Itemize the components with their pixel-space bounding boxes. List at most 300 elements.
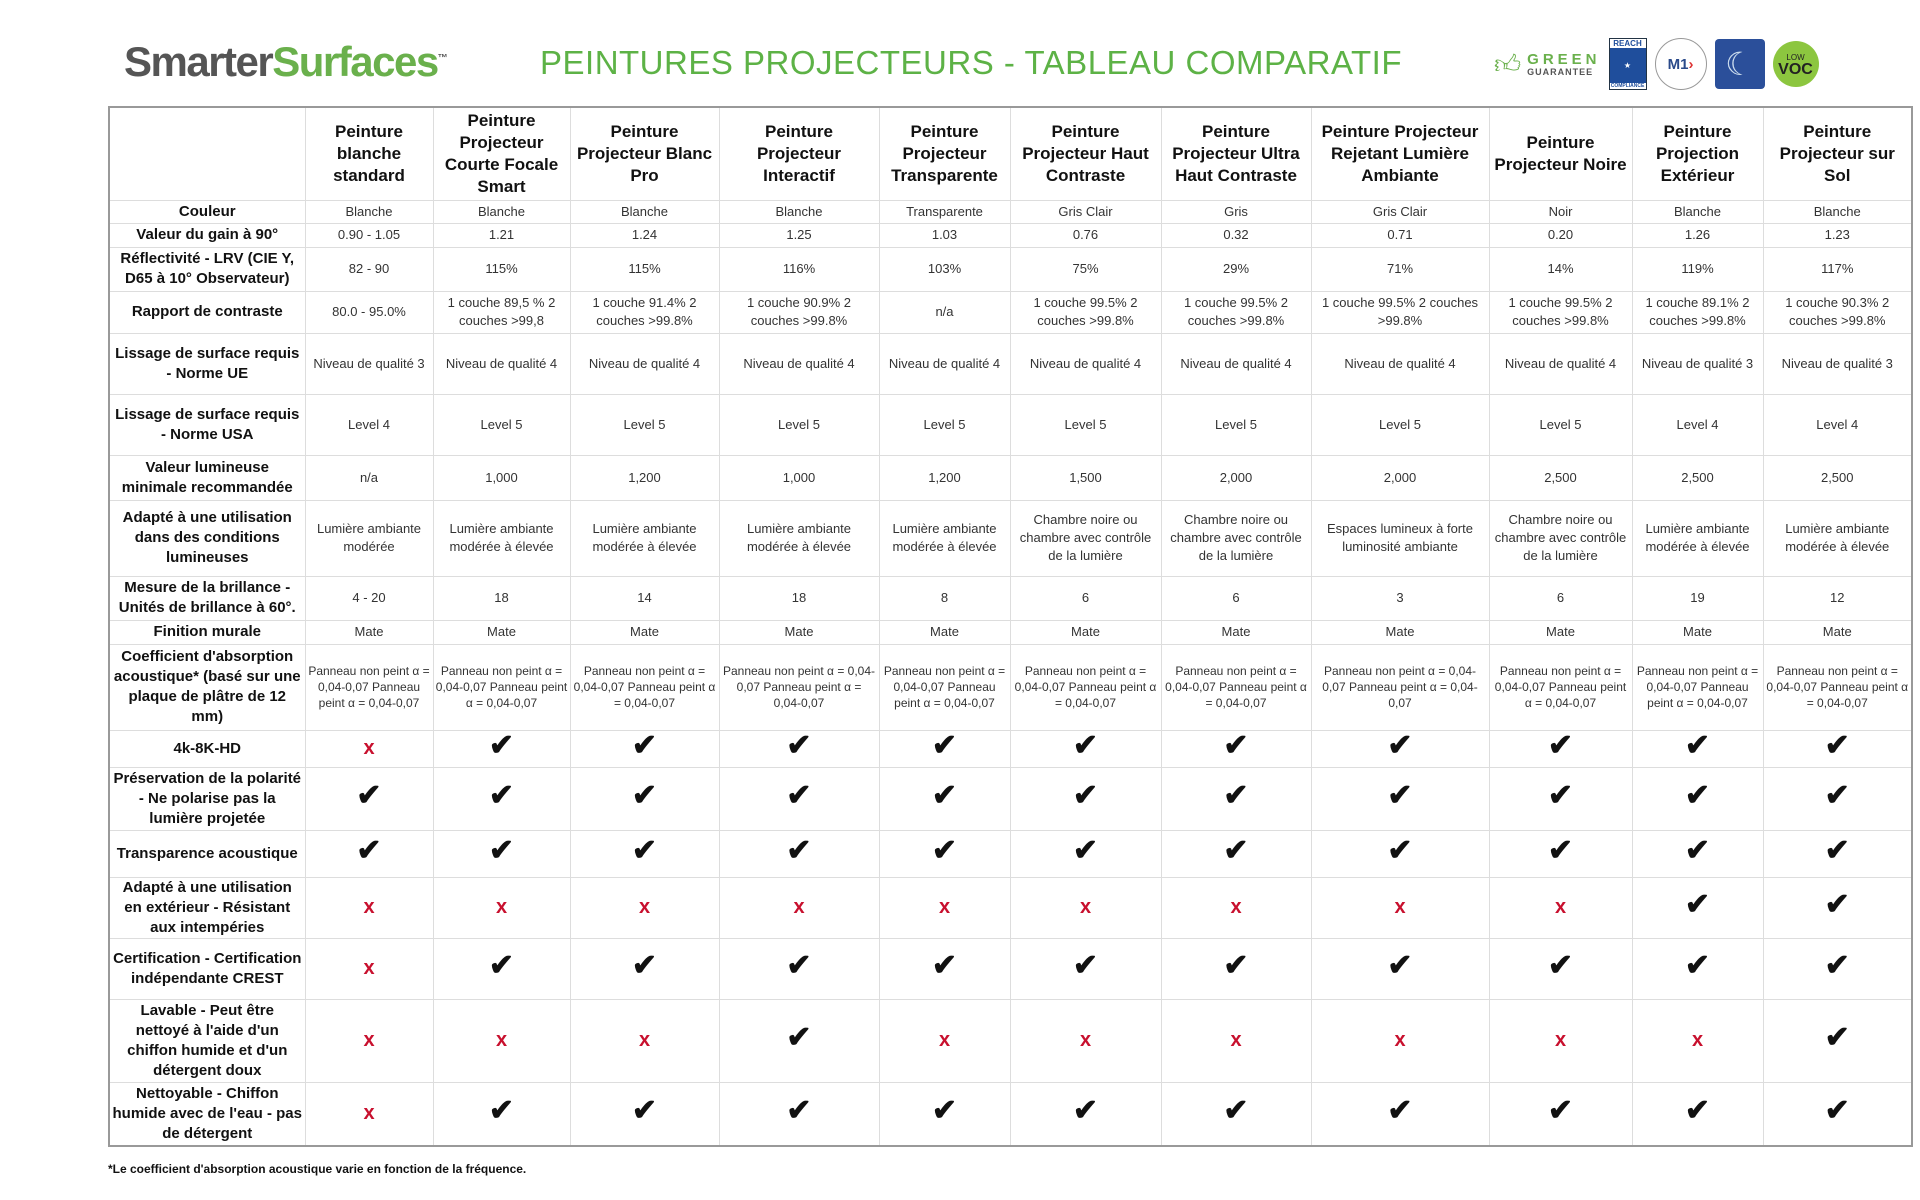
- table-cell: Niveau de qualité 4: [1489, 333, 1632, 394]
- table-row: [109, 730, 1912, 767]
- table-cell: 0.71: [1311, 223, 1489, 247]
- table-cell: [1763, 999, 1912, 1082]
- check-icon: ✔: [1684, 1094, 1711, 1128]
- table-row: [109, 877, 1912, 938]
- table-cell: 18: [719, 576, 879, 620]
- table-cell: 75%: [1010, 247, 1161, 291]
- table-cell: n/a: [879, 291, 1010, 333]
- column-header: Peinture Projecteur Haut Contraste: [1010, 107, 1161, 200]
- table-cell: 1 couche 90.3% 2 couches >99.8%: [1763, 291, 1912, 333]
- table-cell: 18: [433, 576, 570, 620]
- table-cell: Espaces lumineux à forte luminosité ambiante: [1311, 500, 1489, 576]
- table-cell: Mate: [1489, 620, 1632, 644]
- table-cell: Niveau de qualité 4: [433, 333, 570, 394]
- table-cell: [1763, 830, 1912, 877]
- check-icon: ✔: [931, 949, 958, 982]
- table-cell: Level 4: [1763, 394, 1912, 455]
- table-cell: [879, 877, 1010, 938]
- check-icon: ✔: [786, 949, 812, 982]
- table-cell: [1632, 877, 1763, 938]
- check-icon: ✔: [1824, 888, 1850, 921]
- table-cell: 1 couche 89,5 % 2 couches >99,8: [433, 291, 570, 333]
- green-guarantee-badge: 👍︎ GREEN GUARANTEE: [1494, 48, 1601, 79]
- table-cell: [879, 767, 1010, 830]
- table-cell: [1010, 830, 1161, 877]
- table-cell: [570, 999, 719, 1082]
- row-label: 4k-8K-HD: [109, 730, 305, 767]
- table-cell: 2,500: [1763, 455, 1912, 500]
- table-cell: 71%: [1311, 247, 1489, 291]
- check-icon: ✔: [1684, 834, 1711, 867]
- comparison-table: [108, 106, 1913, 1147]
- table-cell: [433, 830, 570, 877]
- table-cell: [305, 1082, 433, 1146]
- table-cell: [305, 938, 433, 999]
- check-icon: ✔: [1547, 779, 1574, 812]
- table-cell: [1161, 830, 1311, 877]
- table-cell: [879, 830, 1010, 877]
- check-icon: ✔: [356, 834, 382, 867]
- check-icon: ✔: [1684, 779, 1711, 812]
- table-cell: [1489, 877, 1632, 938]
- table-cell: Level 4: [305, 394, 433, 455]
- table-cell: [305, 767, 433, 830]
- check-icon: ✔: [931, 1094, 958, 1128]
- table-cell: [1489, 730, 1632, 767]
- table-cell: [719, 730, 879, 767]
- check-icon: ✔: [488, 834, 515, 867]
- table-cell: [1010, 767, 1161, 830]
- check-icon: ✔: [931, 729, 958, 762]
- table-cell: [1311, 730, 1489, 767]
- column-header: Peinture Projection Extérieur: [1632, 107, 1763, 200]
- table-cell: [1489, 1082, 1632, 1146]
- table-cell: Blanche: [433, 200, 570, 223]
- row-label: Mesure de la brillance - Unités de brillance à 60°.: [109, 576, 305, 620]
- column-header: Peinture Projecteur Blanc Pro: [570, 107, 719, 200]
- table-cell: Panneau non peint α = 0,04-0,07 Panneau peint α = 0,04-0,07: [570, 644, 719, 730]
- table-cell: [719, 938, 879, 999]
- table-cell: 2,500: [1632, 455, 1763, 500]
- reach-compliance-badge: REACH ★ COMPLIANCE: [1609, 38, 1647, 90]
- table-cell: 4 - 20: [305, 576, 433, 620]
- row-label: Couleur: [109, 200, 305, 223]
- table-cell: [1763, 877, 1912, 938]
- check-icon: ✔: [1547, 729, 1574, 762]
- check-icon: ✔: [1387, 834, 1413, 867]
- table-cell: [879, 938, 1010, 999]
- table-cell: Lumière ambiante modérée à élevée: [1763, 500, 1912, 576]
- check-icon: ✔: [786, 729, 812, 762]
- column-header: Peinture Projecteur Courte Focale Smart: [433, 107, 570, 200]
- table-row: [109, 223, 1912, 247]
- table-cell: 2,500: [1489, 455, 1632, 500]
- table-cell: [1010, 730, 1161, 767]
- table-cell: [570, 1082, 719, 1146]
- check-icon: ✔: [1387, 779, 1413, 812]
- table-cell: [719, 767, 879, 830]
- table-cell: [1632, 999, 1763, 1082]
- table-cell: [570, 767, 719, 830]
- check-icon: ✔: [1547, 1094, 1574, 1128]
- table-cell: [1763, 1082, 1912, 1146]
- cross-icon: x: [1079, 1028, 1092, 1051]
- row-label: Lissage de surface requis - Norme USA: [109, 394, 305, 455]
- table-row: [109, 830, 1912, 877]
- table-cell: 0.76: [1010, 223, 1161, 247]
- table-cell: [1632, 938, 1763, 999]
- table-cell: Mate: [719, 620, 879, 644]
- table-cell: Level 5: [570, 394, 719, 455]
- table-row: [109, 938, 1912, 999]
- table-cell: [879, 1082, 1010, 1146]
- table-cell: 1 couche 99.5% 2 couches >99.8%: [1161, 291, 1311, 333]
- check-icon: ✔: [931, 779, 958, 812]
- table-cell: 117%: [1763, 247, 1912, 291]
- table-cell: Noir: [1489, 200, 1632, 223]
- table-cell: 1,000: [433, 455, 570, 500]
- table-cell: [1489, 999, 1632, 1082]
- check-icon: ✔: [1223, 1094, 1249, 1128]
- table-cell: Mate: [1763, 620, 1912, 644]
- row-label: Finition murale: [109, 620, 305, 644]
- check-icon: ✔: [1387, 729, 1413, 762]
- row-label: Certification - Certification indépendante CREST: [109, 938, 305, 999]
- table-row: [109, 576, 1912, 620]
- table-cell: Lumière ambiante modérée à élevée: [879, 500, 1010, 576]
- table-cell: 29%: [1161, 247, 1311, 291]
- table-row: [109, 455, 1912, 500]
- table-cell: [879, 999, 1010, 1082]
- table-cell: Panneau non peint α = 0,04-0,07 Panneau peint α = 0,04-0,07: [1489, 644, 1632, 730]
- cross-icon: x: [938, 1028, 951, 1051]
- row-label: Coefficient d'absorption acoustique* (basé sur une plaque de plâtre de 12 mm): [109, 644, 305, 730]
- table-cell: Chambre noire ou chambre avec contrôle de la lumière: [1489, 500, 1632, 576]
- table-row: [109, 644, 1912, 730]
- table-row: [109, 500, 1912, 576]
- table-cell: Panneau non peint α = 0,04-0,07 Panneau peint α = 0,04-0,07: [305, 644, 433, 730]
- table-cell: [433, 730, 570, 767]
- check-icon: ✔: [488, 779, 515, 812]
- table-cell: 6: [1161, 576, 1311, 620]
- table-cell: Lumière ambiante modérée: [305, 500, 433, 576]
- table-cell: [1763, 730, 1912, 767]
- column-header: Peinture Projecteur Transparente: [879, 107, 1010, 200]
- table-cell: 6: [1010, 576, 1161, 620]
- table-row: [109, 767, 1912, 830]
- table-cell: Level 4: [1632, 394, 1763, 455]
- table-cell: Niveau de qualité 3: [1632, 333, 1763, 394]
- table-cell: [433, 877, 570, 938]
- cross-icon: x: [363, 895, 375, 918]
- check-icon: ✔: [1223, 729, 1249, 762]
- check-icon: ✔: [1387, 1094, 1413, 1128]
- table-row: [109, 1082, 1912, 1146]
- table-cell: 8: [879, 576, 1010, 620]
- table-cell: Level 5: [1311, 394, 1489, 455]
- row-label: Rapport de contraste: [109, 291, 305, 333]
- table-cell: [1489, 830, 1632, 877]
- table-cell: Blanche: [570, 200, 719, 223]
- cross-icon: x: [1394, 1028, 1406, 1051]
- table-cell: [1311, 767, 1489, 830]
- check-icon: ✔: [1824, 949, 1850, 982]
- check-icon: ✔: [631, 729, 658, 762]
- table-cell: Level 5: [1161, 394, 1311, 455]
- table-cell: Gris: [1161, 200, 1311, 223]
- check-icon: ✔: [488, 949, 515, 982]
- cross-icon: x: [793, 895, 805, 918]
- table-cell: 116%: [719, 247, 879, 291]
- table-cell: [1489, 938, 1632, 999]
- table-cell: Niveau de qualité 3: [305, 333, 433, 394]
- table-cell: Lumière ambiante modérée à élevée: [1632, 500, 1763, 576]
- table-cell: 3: [1311, 576, 1489, 620]
- row-label: Valeur lumineuse minimale recommandée: [109, 455, 305, 500]
- table-cell: 1 couche 99.5% 2 couches >99.8%: [1489, 291, 1632, 333]
- table-cell: 1 couche 91.4% 2 couches >99.8%: [570, 291, 719, 333]
- column-header: Peinture blanche standard: [305, 107, 433, 200]
- cross-icon: x: [638, 895, 651, 918]
- table-cell: [433, 1082, 570, 1146]
- cross-icon: x: [363, 956, 375, 979]
- check-icon: ✔: [1072, 779, 1099, 812]
- crest-badge: [1715, 39, 1765, 89]
- table-cell: Mate: [879, 620, 1010, 644]
- check-icon: ✔: [488, 729, 515, 762]
- row-label: Adapté à une utilisation en extérieur - Résistant aux intempéries: [109, 877, 305, 938]
- table-cell: Panneau non peint α = 0,04-0,07 Panneau peint α = 0,04-0,07: [719, 644, 879, 730]
- table-cell: 115%: [570, 247, 719, 291]
- table-cell: n/a: [305, 455, 433, 500]
- table-cell: 82 - 90: [305, 247, 433, 291]
- row-label: Nettoyable - Chiffon humide avec de l'eau - pas de détergent: [109, 1082, 305, 1146]
- table-cell: [305, 830, 433, 877]
- table-cell: 0.20: [1489, 223, 1632, 247]
- table-row: [109, 291, 1912, 333]
- cross-icon: x: [1554, 1028, 1567, 1051]
- table-cell: [1311, 999, 1489, 1082]
- table-cell: [1010, 877, 1161, 938]
- table-cell: 19: [1632, 576, 1763, 620]
- corner-cell: [109, 107, 305, 200]
- table-cell: 12: [1763, 576, 1912, 620]
- table-cell: 14%: [1489, 247, 1632, 291]
- table-row: [109, 394, 1912, 455]
- table-cell: 1,200: [879, 455, 1010, 500]
- cross-icon: x: [1394, 895, 1406, 918]
- table-cell: [1311, 830, 1489, 877]
- table-cell: Niveau de qualité 4: [1311, 333, 1489, 394]
- table-cell: [305, 999, 433, 1082]
- table-cell: 80.0 - 95.0%: [305, 291, 433, 333]
- table-cell: Niveau de qualité 4: [570, 333, 719, 394]
- table-cell: Gris Clair: [1010, 200, 1161, 223]
- table-cell: [1632, 1082, 1763, 1146]
- check-icon: ✔: [786, 779, 812, 812]
- check-icon: ✔: [1547, 834, 1574, 867]
- cross-icon: x: [938, 895, 951, 918]
- table-cell: Mate: [1161, 620, 1311, 644]
- table-cell: Blanche: [305, 200, 433, 223]
- table-cell: [719, 999, 879, 1082]
- table-cell: [719, 877, 879, 938]
- table-cell: Panneau non peint α = 0,04-0,07 Panneau peint α = 0,04-0,07: [433, 644, 570, 730]
- check-icon: ✔: [631, 779, 658, 812]
- row-label: Adapté à une utilisation dans des conditions lumineuses: [109, 500, 305, 576]
- table-row: [109, 247, 1912, 291]
- table-cell: [570, 830, 719, 877]
- check-icon: ✔: [631, 949, 658, 982]
- table-cell: Niveau de qualité 3: [1763, 333, 1912, 394]
- check-icon: ✔: [786, 834, 812, 867]
- footnote: *Le coefficient d'absorption acoustique varie en fonction de la fréquence.: [108, 1162, 527, 1176]
- table-cell: Mate: [433, 620, 570, 644]
- table-cell: [1161, 938, 1311, 999]
- table-cell: Transparente: [879, 200, 1010, 223]
- table-cell: 1.24: [570, 223, 719, 247]
- cross-icon: x: [363, 1101, 375, 1124]
- table-cell: Panneau non peint α = 0,04-0,07 Panneau peint α = 0,04-0,07: [1311, 644, 1489, 730]
- table-cell: 1 couche 90.9% 2 couches >99.8%: [719, 291, 879, 333]
- cross-icon: x: [495, 895, 508, 918]
- table-cell: Level 5: [719, 394, 879, 455]
- check-icon: ✔: [1824, 779, 1850, 812]
- row-label: Réflectivité - LRV (CIE Y, D65 à 10° Observateur): [109, 247, 305, 291]
- table-cell: [305, 730, 433, 767]
- table-cell: [719, 1082, 879, 1146]
- table-cell: 1.26: [1632, 223, 1763, 247]
- table-cell: Mate: [305, 620, 433, 644]
- table-cell: [1763, 767, 1912, 830]
- check-icon: ✔: [1547, 949, 1574, 982]
- table-cell: 1,200: [570, 455, 719, 500]
- check-icon: ✔: [1223, 779, 1249, 812]
- check-icon: ✔: [1824, 1021, 1850, 1054]
- check-icon: ✔: [356, 779, 382, 812]
- table-cell: Panneau non peint α = 0,04-0,07 Panneau peint α = 0,04-0,07: [1161, 644, 1311, 730]
- check-icon: ✔: [1072, 1094, 1099, 1128]
- table-cell: Panneau non peint α = 0,04-0,07 Panneau peint α = 0,04-0,07: [1010, 644, 1161, 730]
- smartersurfaces-logo: SmarterSurfaces™: [124, 38, 447, 85]
- row-label: Transparence acoustique: [109, 830, 305, 877]
- check-icon: ✔: [1824, 729, 1850, 762]
- table-cell: 1.23: [1763, 223, 1912, 247]
- row-label: Préservation de la polarité - Ne polarise pas la lumière projetée: [109, 767, 305, 830]
- table-cell: 6: [1489, 576, 1632, 620]
- check-icon: ✔: [1223, 834, 1249, 867]
- table-cell: [719, 830, 879, 877]
- thumbs-up-icon: 👍︎: [1494, 48, 1522, 79]
- table-cell: Mate: [1311, 620, 1489, 644]
- table-cell: Blanche: [1632, 200, 1763, 223]
- table-cell: Panneau non peint α = 0,04-0,07 Panneau peint α = 0,04-0,07: [1632, 644, 1763, 730]
- column-header: Peinture Projecteur Interactif: [719, 107, 879, 200]
- low-voc-badge: LOW VOC: [1773, 41, 1819, 87]
- table-cell: Level 5: [433, 394, 570, 455]
- table-cell: 1.25: [719, 223, 879, 247]
- table-cell: 1 couche 99.5% 2 couches >99.8%: [1010, 291, 1161, 333]
- check-icon: ✔: [1072, 949, 1099, 982]
- table-cell: 1,500: [1010, 455, 1161, 500]
- certification-badges: [1494, 38, 1819, 90]
- cross-icon: x: [638, 1028, 651, 1051]
- check-icon: ✔: [1684, 888, 1711, 921]
- table-cell: 0.32: [1161, 223, 1311, 247]
- page-title: PEINTURES PROJECTEURS - TABLEAU COMPARATIF: [540, 44, 1403, 81]
- cross-icon: x: [495, 1028, 508, 1051]
- table-cell: Blanche: [719, 200, 879, 223]
- table-cell: Blanche: [1763, 200, 1912, 223]
- table-cell: Niveau de qualité 4: [879, 333, 1010, 394]
- table-cell: Niveau de qualité 4: [1161, 333, 1311, 394]
- table-cell: [1161, 1082, 1311, 1146]
- table-cell: Lumière ambiante modérée à élevée: [570, 500, 719, 576]
- cross-icon: x: [1554, 895, 1567, 918]
- table-cell: Mate: [1010, 620, 1161, 644]
- table-cell: [1311, 877, 1489, 938]
- table-cell: Level 5: [1010, 394, 1161, 455]
- table-cell: [1161, 877, 1311, 938]
- table-cell: 103%: [879, 247, 1010, 291]
- check-icon: ✔: [488, 1094, 515, 1128]
- table-cell: [1632, 767, 1763, 830]
- row-label: Valeur du gain à 90°: [109, 223, 305, 247]
- check-icon: ✔: [1824, 1094, 1850, 1128]
- cross-icon: x: [363, 736, 375, 759]
- table-cell: 119%: [1632, 247, 1763, 291]
- table-cell: 1 couche 89.1% 2 couches >99.8%: [1632, 291, 1763, 333]
- table-cell: 1.03: [879, 223, 1010, 247]
- table-cell: 2,000: [1311, 455, 1489, 500]
- column-header: Peinture Projecteur Ultra Haut Contraste: [1161, 107, 1311, 200]
- row-label: Lavable - Peut être nettoyé à l'aide d'un chiffon humide et d'un détergent doux: [109, 999, 305, 1082]
- table-cell: Panneau non peint α = 0,04-0,07 Panneau peint α = 0,04-0,07: [879, 644, 1010, 730]
- check-icon: ✔: [931, 834, 958, 867]
- check-icon: ✔: [786, 1094, 812, 1128]
- table-cell: [1311, 938, 1489, 999]
- cross-icon: x: [1079, 895, 1092, 918]
- table-cell: [1010, 999, 1161, 1082]
- table-cell: [570, 730, 719, 767]
- table-cell: Gris Clair: [1311, 200, 1489, 223]
- column-header: Peinture Projecteur Noire: [1489, 107, 1632, 200]
- table-cell: 115%: [433, 247, 570, 291]
- check-icon: ✔: [1824, 834, 1850, 867]
- table-cell: [305, 877, 433, 938]
- table-cell: [1010, 938, 1161, 999]
- check-icon: ✔: [1387, 949, 1413, 982]
- table-row: [109, 333, 1912, 394]
- check-icon: ✔: [1072, 729, 1099, 762]
- check-icon: ✔: [1684, 729, 1711, 762]
- table-cell: 2,000: [1161, 455, 1311, 500]
- table-cell: 14: [570, 576, 719, 620]
- table-cell: Chambre noire ou chambre avec contrôle de la lumière: [1010, 500, 1161, 576]
- table-cell: [570, 877, 719, 938]
- check-icon: ✔: [631, 1094, 658, 1128]
- table-cell: Mate: [1632, 620, 1763, 644]
- table-cell: [879, 730, 1010, 767]
- check-icon: ✔: [1072, 834, 1099, 867]
- check-icon: ✔: [786, 1021, 812, 1054]
- table-cell: 1.21: [433, 223, 570, 247]
- table-cell: [433, 999, 570, 1082]
- table-cell: 1 couche 99.5% 2 couches >99.8%: [1311, 291, 1489, 333]
- cross-icon: x: [1691, 1028, 1704, 1051]
- table-cell: [1161, 730, 1311, 767]
- table-row: [109, 999, 1912, 1082]
